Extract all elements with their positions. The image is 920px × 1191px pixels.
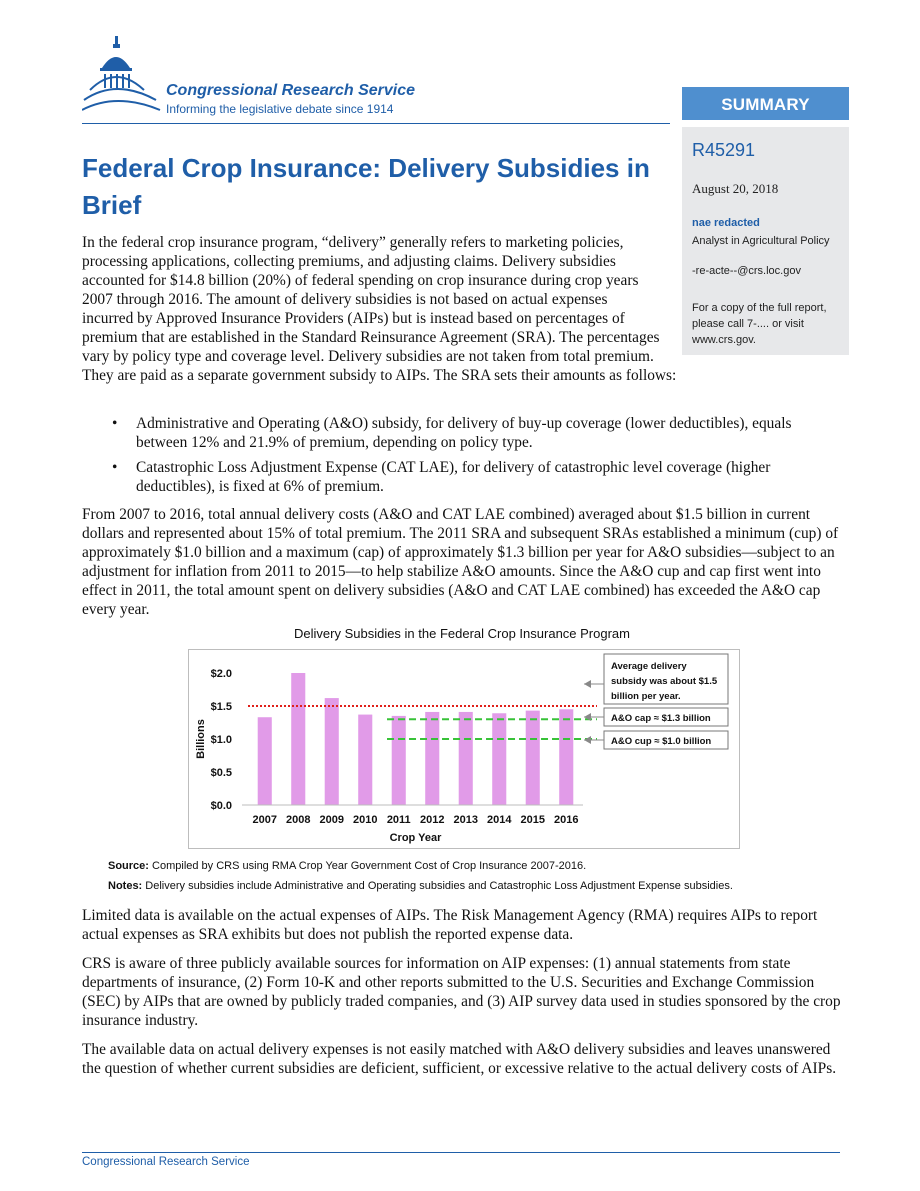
list-item xyxy=(82,414,842,452)
source-text: Compiled by CRS using RMA Crop Year Government Cost of Crop Insurance 2007-2016. xyxy=(152,860,587,872)
bar xyxy=(459,712,473,805)
x-tick-label: 2013 xyxy=(453,814,478,826)
sidebar-spacer xyxy=(660,233,842,358)
report-date: August 20, 2018 xyxy=(692,181,779,196)
copy-note: For a copy of the full report, please call 7-.... or visit www.crs.gov. xyxy=(692,302,827,346)
list-item xyxy=(82,458,842,496)
notes-text: Delivery subsidies include Administrative and Operating subsidies and Catastrophic Loss Adjustment Expense subsidies. xyxy=(145,880,733,892)
sources-paragraph: CRS is aware of three publicly available sources for information on AIP expenses: (1) annual statements from state departments of insurance, (2) Form 10-K and other reports submitted to the U.S. Securities and Exchange Commission (SEC) by AIPs that are owned by publicly traded companies, and (3) AIP survey data used in studies sponsored by the crop insurance industry. xyxy=(82,955,841,1029)
footer-text: Congressional Research Service xyxy=(82,1156,250,1168)
y-tick-label: $0.0 xyxy=(210,800,232,812)
limited-data-paragraph: Limited data is available on the actual expenses of AIPs. The Risk Management Agency (RMA) requires AIPs to report actual expenses as SRA exhibits but does not publish the reported expense data. xyxy=(82,907,818,943)
author-title: Analyst in Agricultural Policy xyxy=(692,235,830,247)
callout-text: A&O cup ≈ $1.0 billion xyxy=(611,736,712,747)
source-label: Source: xyxy=(108,860,149,872)
x-tick-label: 2007 xyxy=(252,814,277,826)
y-axis-label: Billions xyxy=(195,719,207,759)
x-tick-label: 2014 xyxy=(487,814,512,826)
bar xyxy=(258,717,272,805)
y-tick-label: $1.0 xyxy=(210,734,232,746)
bar xyxy=(526,711,540,805)
bar xyxy=(358,715,372,805)
x-axis-label: Crop Year xyxy=(389,832,442,844)
page-title: Federal Crop Insurance: Delivery Subsidies in Brief xyxy=(82,153,650,220)
callout-text: Average delivery xyxy=(611,661,687,672)
y-tick-label: $0.5 xyxy=(210,767,232,779)
y-tick-label: $1.5 xyxy=(210,701,232,713)
bar xyxy=(492,713,506,805)
bar xyxy=(291,673,305,805)
crs-logo xyxy=(82,34,162,120)
figure-notes xyxy=(108,880,868,892)
x-tick-label: 2016 xyxy=(554,814,579,826)
intro-paragraph xyxy=(82,233,842,385)
author-email[interactable]: -re-acte--@crs.loc.gov xyxy=(692,265,801,277)
bullet-icon: • xyxy=(112,459,118,476)
delivery-subsidies-chart xyxy=(188,649,740,849)
list-item-text: Administrative and Operating (A&O) subsidy, for delivery of buy-up coverage (lower deductibles), equals between 12% and 21.9% of premium, depending on policy type. xyxy=(136,415,792,451)
bullet-icon: • xyxy=(112,415,118,432)
figure-title: Delivery Subsidies in the Federal Crop Insurance Program xyxy=(294,626,630,641)
list-item-text: Catastrophic Loss Adjustment Expense (CAT LAE), for delivery of catastrophic level coverage (higher deductibles), is fixed at 6% of premium. xyxy=(136,459,771,495)
x-tick-label: 2010 xyxy=(353,814,378,826)
x-tick-label: 2015 xyxy=(520,814,545,826)
subsidy-list xyxy=(82,414,842,502)
org-name: Congressional Research Service xyxy=(166,82,416,99)
x-tick-label: 2008 xyxy=(286,814,311,826)
bar xyxy=(325,698,339,805)
conclusion-paragraph: The available data on actual delivery expenses is not easily matched with A&O delivery subsidies and leaves unanswered the question of whether current subsidies are deficient, sufficient, or excessive relative to the actual delivery costs of AIPs. xyxy=(82,1041,837,1077)
header-divider xyxy=(82,123,670,124)
x-tick-label: 2011 xyxy=(386,814,411,826)
notes-label: Notes: xyxy=(108,880,143,892)
costs-paragraph: From 2007 to 2016, total annual delivery costs (A&O and CAT LAE combined) averaged about $1.5 billion in current dollars and represented about 15% of total premium. The 2011 SRA and subsequent SRAs established a minimum (cup) of approximately $1.0 billion and a maximum (cap) of approximately $1.3 billion per year for A&O subsidies—subject to an adjustment for inflation from 2011 to 2015—to help stabilize A&O amounts. Since the A&O cup and cap first went into effect in 2011, the total amount spent on delivery subsidies (A&O and CAT LAE combined) has exceeded the A&O cap every year. xyxy=(82,506,839,618)
intro-text: In the federal crop insurance program, “delivery” generally refers to marketing policies, processing applications, collecting premiums, and adjusting claims. Delivery subsidies accounted for $14.8 billion (20%) of federal spending on crop insurance during crop years 2007 through 2016. The amount of delivery subsidies is not based on actual expenses incurred by Approved Insurance Providers (AIPs) but is instead based on percentages of premium that are established in the Standard Reinsurance Agreement (SRA). The percentages vary by policy type and coverage level. Delivery subsidies are not taken from total premium. They are paid as a separate government subsidy to AIPs. The SRA sets their amounts as follows: xyxy=(82,234,677,384)
bar xyxy=(425,712,439,805)
x-tick-label: 2009 xyxy=(319,814,344,826)
org-tagline: Informing the legislative debate since 1914 xyxy=(166,102,394,116)
callout-text: billion per year. xyxy=(611,691,681,702)
author-name[interactable]: nae redacted xyxy=(692,217,760,229)
footer-divider xyxy=(82,1152,840,1153)
bar xyxy=(392,716,406,805)
x-tick-label: 2012 xyxy=(420,814,445,826)
callout-text: subsidy was about $1.5 xyxy=(611,676,718,687)
callout-text: A&O cap ≈ $1.3 billion xyxy=(611,713,711,724)
figure-source xyxy=(108,860,868,872)
report-number: R45291 xyxy=(692,140,756,160)
y-tick-label: $2.0 xyxy=(210,668,232,680)
summary-label: SUMMARY xyxy=(682,87,849,120)
bar xyxy=(559,709,573,805)
